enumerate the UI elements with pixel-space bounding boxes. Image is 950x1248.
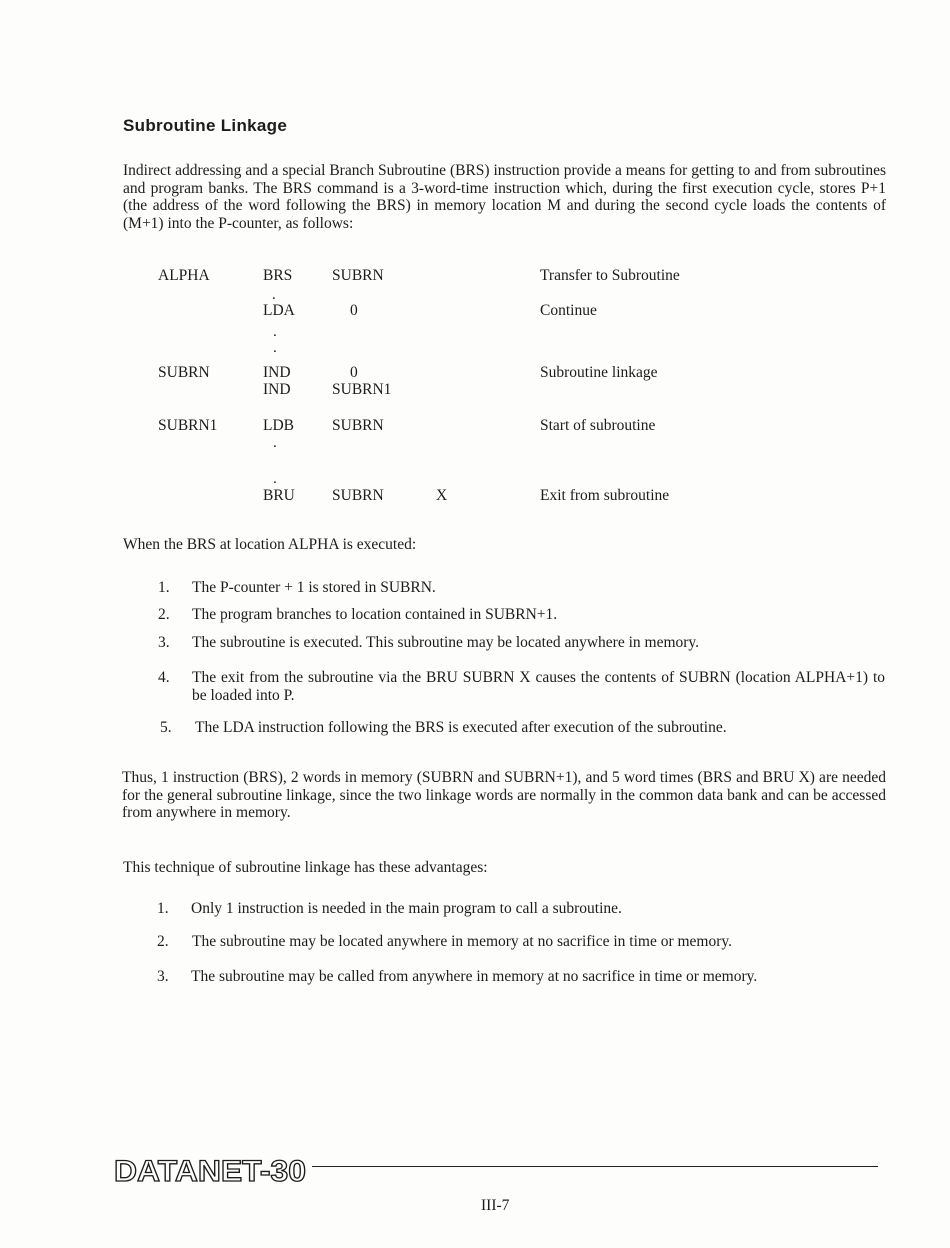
code-label: ALPHA <box>158 267 210 284</box>
code-label: SUBRN <box>158 364 210 381</box>
intro-paragraph: Indirect addressing and a special Branch Subroutine (BRS) instruction provide a means for getting to and from subroutines and program banks. The BRS command is a 3-word-time instruction which, during the first execution cycle, stores P+1 (the address of the word following the BRS) in memory location M and during the second cycle loads the contents of (M+1) into the P-counter, as follows: <box>123 162 886 232</box>
list-item-text: Only 1 instruction is needed in the main program to call a subroutine. <box>191 900 622 917</box>
list-item-text: The program branches to location contained in SUBRN+1. <box>192 606 558 623</box>
ellipsis-dot: . <box>273 324 277 340</box>
ellipsis-dot: . <box>273 340 277 356</box>
page-number: III-7 <box>481 1197 510 1214</box>
list-item-text: The subroutine is executed. This subroutine may be located anywhere in memory. <box>192 634 700 651</box>
code-operand: 0 <box>350 302 358 319</box>
code-op: LDB <box>263 417 294 434</box>
code-op: LDA <box>263 302 295 319</box>
code-operand: SUBRN <box>332 267 384 284</box>
code-tag: X <box>436 487 448 504</box>
code-operand: SUBRN <box>332 417 384 434</box>
list-item-number: 2. <box>158 606 170 623</box>
ellipsis-dot: . <box>272 287 276 303</box>
list-item-number: 2. <box>157 933 169 950</box>
code-comment: Continue <box>540 302 597 319</box>
code-comment: Exit from subroutine <box>540 487 670 504</box>
list-item-number: 1. <box>158 579 170 596</box>
list-item-text: The exit from the subroutine via the BRU SUBRN X causes the contents of SUBRN (location ALPHA+1) to be loaded into P. <box>192 669 885 704</box>
code-label: SUBRN1 <box>158 417 218 434</box>
ellipsis-dot: . <box>273 471 277 487</box>
advantages-heading: This technique of subroutine linkage has these advantages: <box>123 859 488 876</box>
list-item-text: The subroutine may be located anywhere in memory at no sacrifice in time or memory. <box>192 933 733 950</box>
footer-rule <box>312 1166 878 1167</box>
code-operand: SUBRN <box>332 487 384 504</box>
datanet-logo <box>112 1150 312 1190</box>
list-item-number: 1. <box>157 900 169 917</box>
svg-text:DATANET-30: DATANET-30 <box>114 1155 306 1188</box>
code-operand: 0 <box>350 364 358 381</box>
when-heading: When the BRS at location ALPHA is executed: <box>123 536 417 553</box>
section-title: Subroutine Linkage <box>123 116 288 135</box>
code-op: BRU <box>263 487 295 504</box>
code-comment: Transfer to Subroutine <box>540 267 680 284</box>
code-op: BRS <box>263 267 293 284</box>
list-item-number: 5. <box>160 719 172 736</box>
list-item-text: The P-counter + 1 is stored in SUBRN. <box>192 579 436 596</box>
code-op: IND <box>263 381 291 398</box>
code-op: IND <box>263 364 291 381</box>
code-operand: SUBRN1 <box>332 381 392 398</box>
list-item-text: The subroutine may be called from anywhere in memory at no sacrifice in time or memory. <box>191 968 758 985</box>
ellipsis-dot: . <box>273 435 277 451</box>
list-item-number: 4. <box>158 669 170 686</box>
summary-paragraph: Thus, 1 instruction (BRS), 2 words in memory (SUBRN and SUBRN+1), and 5 word times (BRS and BRU X) are needed for the general subroutine linkage, since the two linkage words are normally in the common data bank and can be accessed from anywhere in memory. <box>122 769 886 822</box>
code-comment: Start of subroutine <box>540 417 656 434</box>
list-item-number: 3. <box>157 968 169 985</box>
list-item-number: 3. <box>158 634 170 651</box>
list-item-text: The LDA instruction following the BRS is executed after execution of the subroutine. <box>195 719 727 736</box>
code-comment: Subroutine linkage <box>540 364 658 381</box>
